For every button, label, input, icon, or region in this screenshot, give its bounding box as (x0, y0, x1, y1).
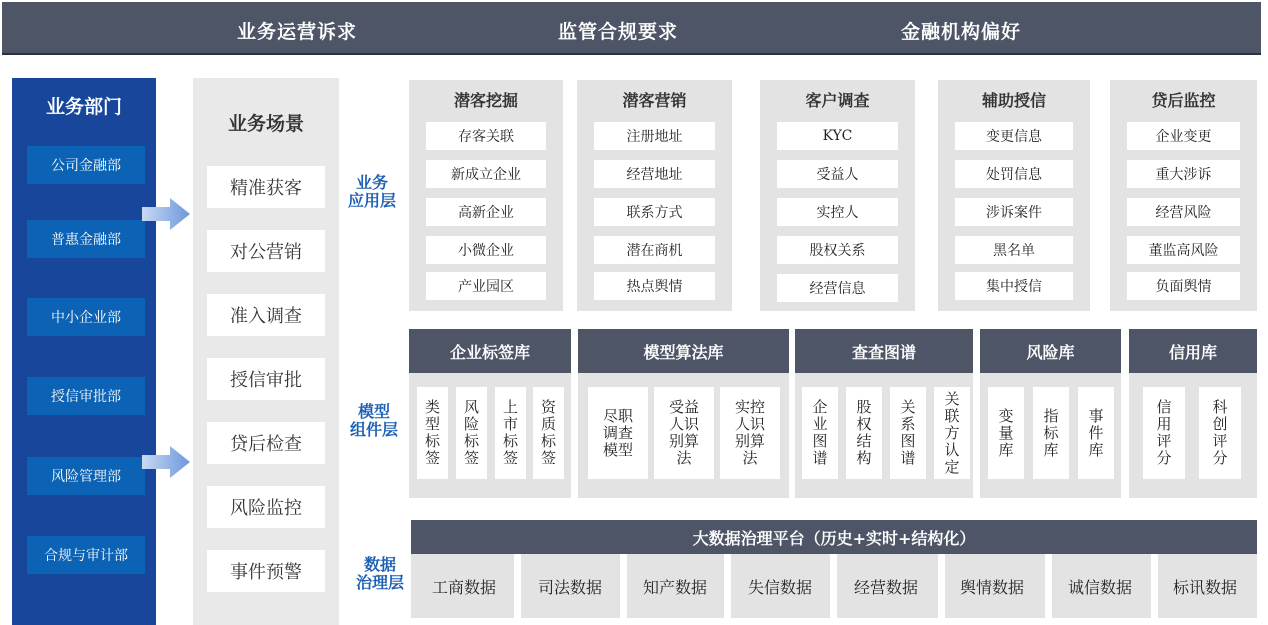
app-module-item: 处罚信息 (955, 160, 1073, 188)
app-module-item: 经营地址 (594, 160, 715, 188)
model-module-title: 查查图谱 (795, 329, 973, 373)
departments-panel (12, 78, 156, 625)
data-source-item: 工商数据 (431, 577, 496, 597)
app-module-item: KYC (777, 122, 898, 150)
dept-inclusive-finance: 普惠金融部 (27, 220, 145, 258)
app-module-item: 涉诉案件 (955, 198, 1073, 226)
app-module-item: 实控人 (777, 198, 898, 226)
divider (830, 554, 837, 618)
data-source-item: 知产数据 (642, 577, 707, 597)
model-item: 风 险 标 签 (456, 387, 487, 479)
app-module-item: 企业变更 (1127, 122, 1240, 150)
model-module-title: 模型算法库 (578, 329, 789, 373)
scenes-title: 业务场景 (227, 113, 304, 135)
model-module-title: 企业标签库 (409, 329, 571, 373)
model-item: 实控 人识 别算 法 (720, 387, 780, 479)
right-arrow-icon (142, 446, 190, 478)
app-module-item: 董监高风险 (1127, 236, 1240, 264)
app-module-item: 潜在商机 (594, 236, 715, 264)
model-item: 科 创 评 分 (1199, 387, 1241, 479)
dept-credit-approval: 授信审批部 (27, 377, 145, 415)
app-module-item: 黑名单 (955, 236, 1073, 264)
app-module (1110, 80, 1257, 311)
app-module-title: 潜客营销 (622, 91, 687, 110)
app-module-item: 新成立企业 (426, 160, 546, 188)
model-item: 类 型 标 签 (417, 387, 448, 479)
model-item: 资 质 标 签 (533, 387, 564, 479)
app-module-item: 重大涉诉 (1127, 160, 1240, 188)
model-item: 尽职 调查 模型 (588, 387, 648, 479)
scene-item: 事件预警 (207, 550, 325, 592)
app-module (938, 80, 1090, 311)
data-platform-title: 大数据治理平台（历史+实时+结构化） (411, 520, 1257, 554)
app-module-item: 小微企业 (426, 236, 546, 264)
model-module-algorithm-library (578, 329, 789, 498)
divider (514, 554, 521, 618)
top-header-bar (2, 2, 1261, 55)
model-module-title: 风险库 (980, 329, 1121, 373)
model-module-title: 信用库 (1129, 329, 1257, 373)
dept-corporate-finance: 公司金融部 (27, 146, 145, 184)
app-module (409, 80, 563, 311)
model-module-credit-library (1129, 329, 1257, 498)
scenes-panel (193, 78, 339, 625)
app-module-item: 经营信息 (777, 274, 898, 302)
model-item: 事 件 库 (1078, 387, 1114, 479)
app-module-title: 辅助授信 (981, 91, 1046, 110)
app-module-item: 经营风险 (1127, 198, 1240, 226)
model-module-tag-library (409, 329, 571, 498)
app-module-item: 注册地址 (594, 122, 715, 150)
app-module-item: 联系方式 (594, 198, 715, 226)
app-module-item: 股权关系 (777, 236, 898, 264)
data-source-item: 失信数据 (747, 577, 812, 597)
app-module-item: 负面舆情 (1127, 272, 1240, 300)
model-item: 股 权 结 构 (846, 387, 882, 479)
right-arrow-icon (142, 198, 190, 230)
model-item: 信 用 评 分 (1143, 387, 1185, 479)
app-module-title: 客户调查 (805, 91, 870, 110)
data-source-item: 舆情数据 (959, 577, 1024, 597)
scene-item: 风险监控 (207, 486, 325, 528)
app-module-title: 潜客挖掘 (453, 91, 518, 110)
dept-sme: 中小企业部 (27, 298, 145, 336)
app-module-title: 贷后监控 (1151, 91, 1216, 110)
model-item: 指 标 库 (1033, 387, 1069, 479)
dept-risk-management: 风险管理部 (27, 457, 145, 495)
scene-item: 授信审批 (207, 358, 325, 400)
app-module-item: 热点舆情 (594, 272, 715, 300)
model-module-graph (795, 329, 973, 498)
model-item: 变 量 库 (988, 387, 1024, 479)
app-module-item: 高新企业 (426, 198, 546, 226)
header-item-business-ops: 业务运营诉求 (237, 21, 358, 43)
model-item: 企 业 图 谱 (802, 387, 838, 479)
model-module-risk-library (980, 329, 1121, 498)
scene-item: 精准获客 (207, 166, 325, 208)
data-source-item: 标讯数据 (1172, 577, 1237, 597)
scene-item: 对公营销 (207, 230, 325, 272)
model-item: 关 联 方 认 定 (934, 387, 970, 479)
layer-label-model: 模型 组件层 (349, 402, 398, 439)
app-module-item: 受益人 (777, 160, 898, 188)
scene-item: 准入调查 (207, 294, 325, 336)
header-item-institution-pref: 金融机构偏好 (901, 21, 1022, 43)
model-item: 受益 人识 别算 法 (654, 387, 714, 479)
layer-label-data: 数据 治理层 (355, 555, 404, 592)
model-item: 上 市 标 签 (495, 387, 526, 479)
data-sources-row (411, 554, 1257, 618)
app-module-item: 存客关联 (426, 122, 546, 150)
header-item-regulatory: 监管合规要求 (558, 21, 679, 43)
scene-item: 贷后检查 (207, 422, 325, 464)
dept-compliance-audit: 合规与审计部 (27, 536, 145, 574)
app-module-item: 集中授信 (955, 272, 1073, 300)
data-source-item: 诚信数据 (1067, 577, 1132, 597)
model-item: 关 系 图 谱 (890, 387, 926, 479)
data-source-item: 经营数据 (853, 577, 918, 597)
app-module-item: 变更信息 (955, 122, 1073, 150)
data-source-item: 司法数据 (537, 577, 602, 597)
app-module (577, 80, 732, 311)
app-module-item: 产业园区 (426, 272, 546, 300)
layer-label-app: 业务 应用层 (347, 173, 396, 210)
divider (724, 554, 731, 618)
app-module (760, 80, 915, 311)
departments-title: 业务部门 (45, 96, 122, 118)
